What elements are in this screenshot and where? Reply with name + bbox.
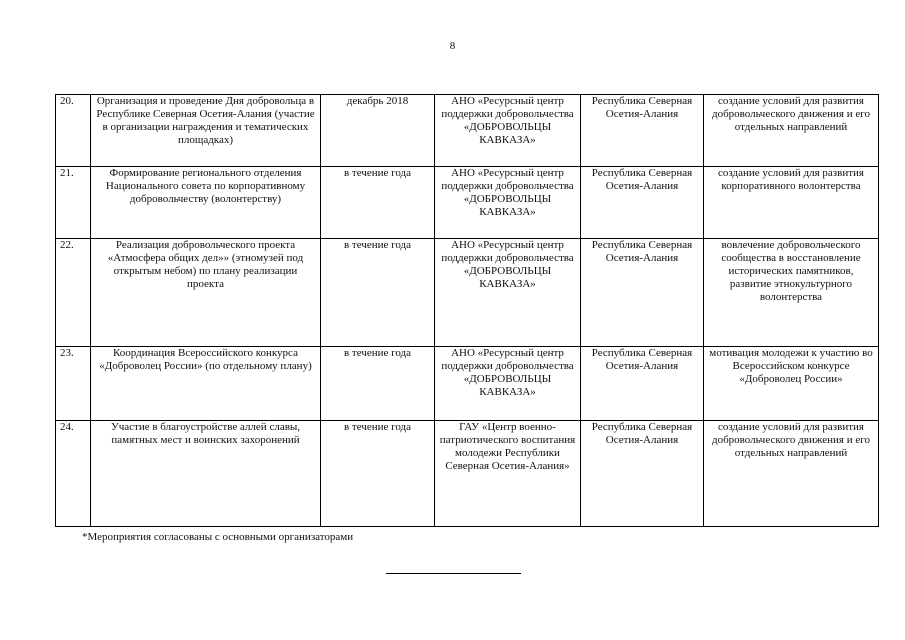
organizer-cell: АНО «Ресурсный центр поддержки добровольчества «ДОБРОВОЛЬЦЫ КАВКАЗА» [435,167,581,239]
table-row [56,421,879,527]
organizer-cell: ГАУ «Центр военно-патриотического воспитания молодежи Республики Северная Осетия-Алания» [435,421,581,527]
event-cell: Формирование регионального отделения Национального совета по корпоративному добровольчеству (волонтерству) [91,167,321,239]
table-row [56,95,879,167]
table-row [56,347,879,421]
place-cell: Республика Северная Осетия-Алания [581,95,704,167]
place-cell: Республика Северная Осетия-Алания [581,347,704,421]
organizer-cell: АНО «Ресурсный центр поддержки добровольчества «ДОБРОВОЛЬЦЫ КАВКАЗА» [435,239,581,347]
place-cell: Республика Северная Осетия-Алания [581,239,704,347]
events-table [55,94,879,527]
result-cell: создание условий для развития корпоративного волонтерства [704,167,879,239]
place-cell: Республика Северная Осетия-Алания [581,421,704,527]
table-row [56,167,879,239]
result-cell: мотивация молодежи к участию во Всероссийском конкурсе «Доброволец России» [704,347,879,421]
date-cell: в течение года [321,239,435,347]
table-row [56,239,879,347]
end-divider [386,573,521,574]
event-cell: Организация и проведение Дня добровольца в Республике Северная Осетия-Алания (участие в организации награждения и тематических площадках) [91,95,321,167]
place-cell: Республика Северная Осетия-Алания [581,167,704,239]
event-cell: Участие в благоустройстве аллей славы, памятных мест и воинских захоронений [91,421,321,527]
result-cell: создание условий для развития добровольческого движения и его отдельных направлений [704,421,879,527]
event-cell: Координация Всероссийского конкурса «Доброволец России» (по отдельному плану) [91,347,321,421]
result-cell: вовлечение добровольческого сообщества в восстановление исторических памятников, развитие этнокультурного волонтерства [704,239,879,347]
date-cell: в течение года [321,167,435,239]
page-number: 8 [449,40,456,52]
row-number: 20. [56,95,91,167]
result-cell: создание условий для развития добровольческого движения и его отдельных направлений [704,95,879,167]
row-number: 22. [56,239,91,347]
event-cell: Реализация добровольческого проекта «Атмосфера общих дел»» (этномузей под открытым небом) по плану реализации проекта [91,239,321,347]
date-cell: в течение года [321,421,435,527]
footnote: *Мероприятия согласованы с основными организаторами [82,531,354,543]
row-number: 24. [56,421,91,527]
organizer-cell: АНО «Ресурсный центр поддержки добровольчества «ДОБРОВОЛЬЦЫ КАВКАЗА» [435,347,581,421]
organizer-cell: АНО «Ресурсный центр поддержки добровольчества «ДОБРОВОЛЬЦЫ КАВКАЗА» [435,95,581,167]
row-number: 21. [56,167,91,239]
date-cell: в течение года [321,347,435,421]
date-cell: декабрь 2018 [321,95,435,167]
row-number: 23. [56,347,91,421]
